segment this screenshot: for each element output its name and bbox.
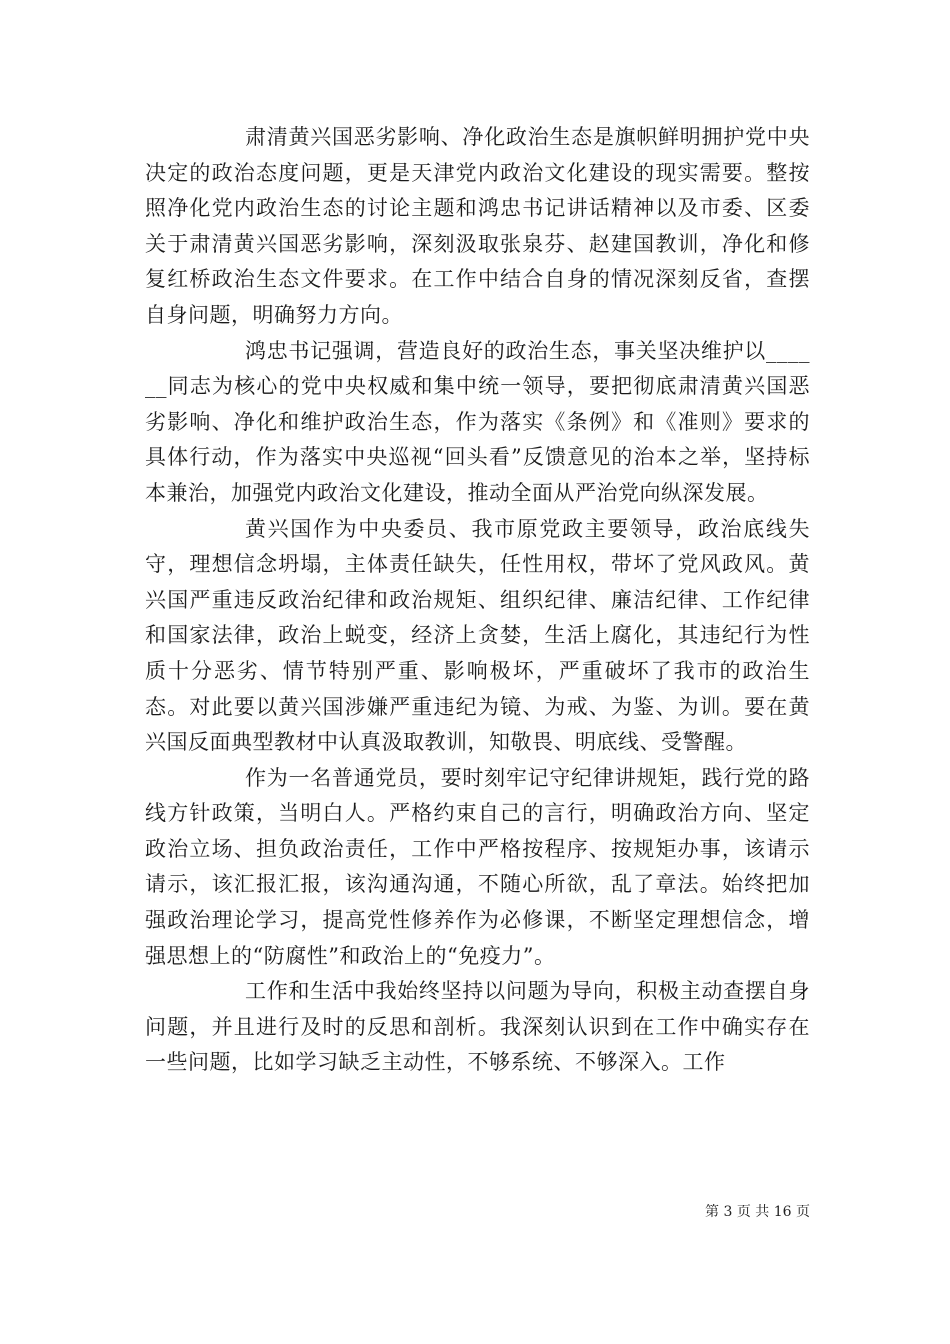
paragraph-5: 工作和生活中我始终坚持以问题为导向，积极主动查摆自身问题，并且进行及时的反思和剖析。我深刻认识到在工作中确实存在一些问题，比如学习缺乏主动性，不够系统、不够深入。工作 <box>145 979 810 1075</box>
paragraph-4: 作为一名普通党员，要时刻牢记守纪律讲规矩，践行党的路线方针政策，当明白人。严格约束自己的言行，明确政治方向、坚定政治立场、担负政治责任，工作中严格按程序、按规矩办事，该请示请示，该汇报汇报，该沟通沟通，不随心所欲，乱了章法。始终把加强政治理论学习，提高党性修养作为必修课，不断坚定理想信念，增强思想上的“防腐性”和政治上的“免疫力”。 <box>145 765 810 968</box>
paragraph-3: 黄兴国作为中央委员、我市原党政主要领导，政治底线失守，理想信念坍塌，主体责任缺失，任性用权，带坏了党风政风。黄兴国严重违反政治纪律和政治规矩、组织纪律、廉洁纪律、工作纪律和国家法律，政治上蜕变，经济上贪婪，生活上腐化，其违纪行为性质十分恶劣、情节特别严重、影响极坏，严重破坏了我市的政治生态。对此要以黄兴国涉嫌严重违纪为镜、为戒、为鉴、为训。要在黄兴国反面典型教材中认真汲取教训，知敬畏、明底线、受警醒。 <box>145 516 810 755</box>
paragraph-1: 肃清黄兴国恶劣影响、净化政治生态是旗帜鲜明拥护党中央决定的政治态度问题，更是天津党内政治文化建设的现实需要。整按照净化党内政治生态的讨论主题和鸿忠书记讲话精神以及市委、区委关于肃清黄兴国恶劣影响，深刻汲取张泉芬、赵建国教训，净化和修复红桥政治生态文件要求。在工作中结合自身的情况深刻反省，查摆自身问题，明确努力方向。 <box>145 125 810 327</box>
paragraph-2: 鸿忠书记强调，营造良好的政治生态，事关坚决维护以______同志为核心的党中央权威和集中统一领导，要把彻底肃清黄兴国恶劣影响、净化和维护政治生态，作为落实《条例》和《准则》要求的具体行动，作为落实中央巡视“回头看”反馈意见的治本之举，坚持标本兼治，加强党内政治文化建设，推动全面从严治党向纵深发展。 <box>145 338 810 505</box>
document-body <box>145 120 810 1081</box>
page-number-footer: 第 3 页 共 16 页 <box>705 1204 810 1220</box>
